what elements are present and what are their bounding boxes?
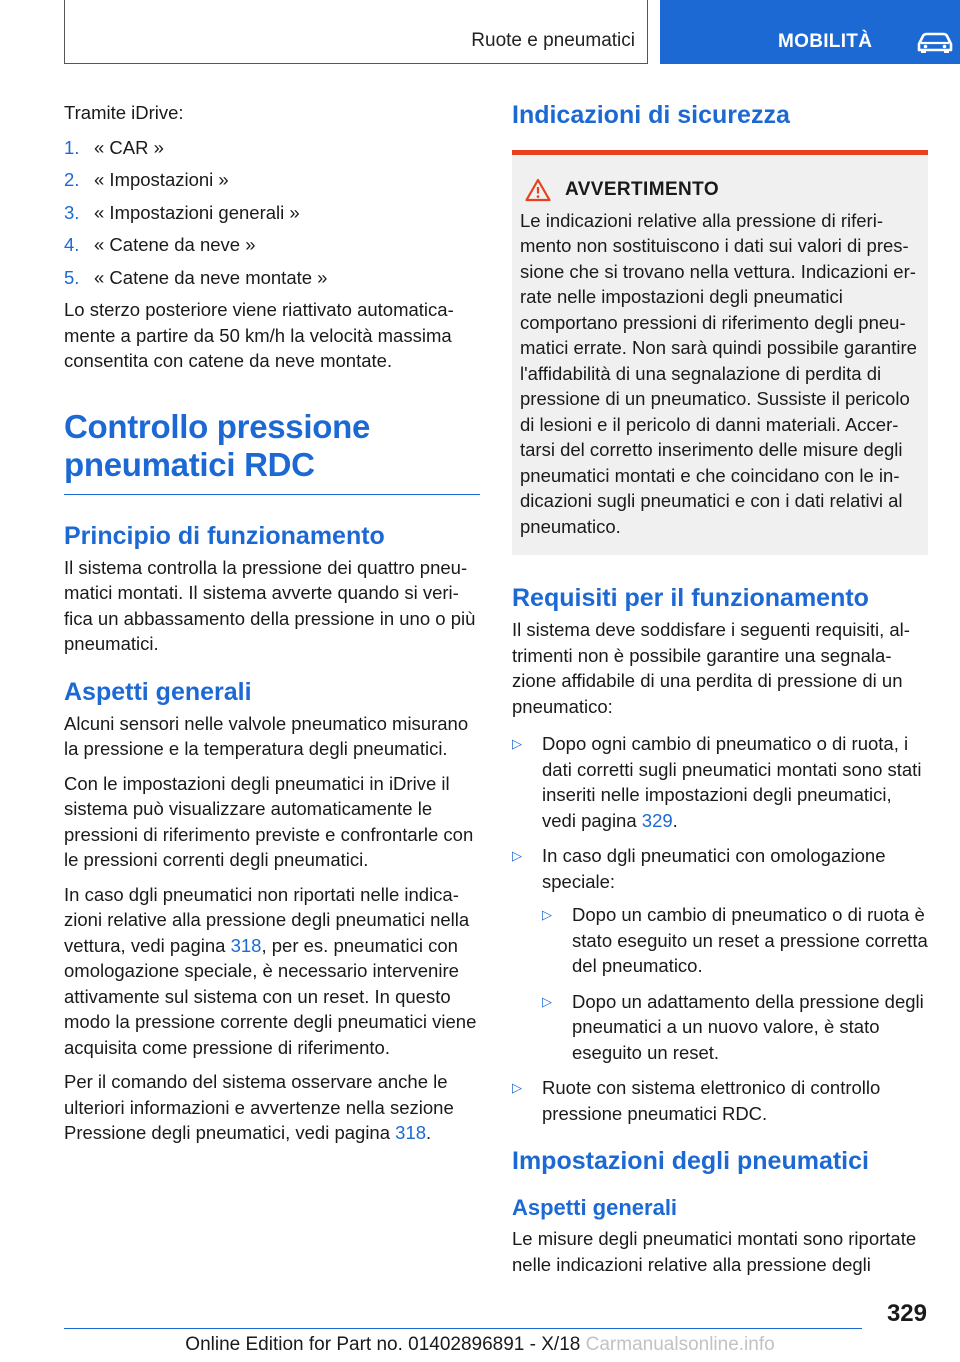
warning-triangle-icon (525, 178, 551, 202)
step-text: « Impostazioni generali » (94, 201, 300, 223)
bullet-triangle-icon: ▷ (542, 993, 552, 1009)
footer-edition: Online Edition for Part no. 01402896891 - X/18 (185, 1334, 581, 1355)
warning-box (512, 150, 928, 555)
step-number: 5. (64, 266, 80, 288)
step-number: 1. (64, 136, 80, 158)
settings-text: Le misure degli pneumatici montati sono riportate nelle indicazioni relative alla pressione degli (512, 1228, 917, 1275)
general-paragraph-4-text-end: . (426, 1122, 432, 1143)
header-section-title: Ruote e pneumatici (471, 30, 635, 51)
heading-divider (64, 494, 480, 495)
settings-subheading: Aspetti generali (512, 1195, 678, 1220)
general-paragraph-3 (64, 882, 480, 1061)
page-number: 329 (886, 1300, 927, 1327)
general-paragraph-1: Alcuni sensori nelle valvole pneumatico misurano la pressione e la temperatura degli pneumatici. (64, 712, 469, 759)
step-number: 2. (64, 169, 80, 190)
page-link-318[interactable]: 318 (230, 934, 262, 956)
warning-text: Le indicazioni relative alla pressione di riferimento non sostituiscono i dati sui valori di pressione che si trovano nella vettura. Indicazioni errate nelle impostazioni degli pneumatici comportano pressioni di riferimento degli pneumatici errate. Non sarà quindi possibile garantire l'affidabilità di una segnalazione di perdita di pressione di un pneumatico. Sussiste il pericolo di lesioni e il pericolo di danni materiali. Accertarsi del corretto inserimento delle misure degli pneumatici montati e che coincidano con le indicazioni sugli pneumatici e con i dati relativi al pneumatico. (520, 209, 917, 537)
requirements-list (512, 731, 928, 1126)
requirement-subtext: Dopo un adattamento della pressione degli pneumatici a un nuovo valore, è stato eseguito un reset. (572, 990, 924, 1063)
footer-watermark: Carmanualsonline.info (585, 1334, 775, 1355)
chapter-heading: Controllo pressione pneumatici RDC (64, 407, 370, 483)
general-heading: Aspetti generali (64, 677, 252, 706)
step-text: « Impostazioni » (94, 169, 229, 190)
requirements-sublist (542, 902, 928, 1065)
step-text: « Catene da neve montate » (94, 266, 328, 288)
step-item (64, 135, 480, 161)
general-paragraph-3-text-end: , per es. pneumatici con omologazione speciale, è necessario intervenire attivamente sul sistema con un reset. In questo modo la pressione corrente degli pneumatici viene acquisita come pressione di riferimento. (64, 934, 477, 1058)
header-section-box (64, 0, 648, 64)
list-item (512, 731, 928, 833)
step-number: 3. (64, 201, 80, 223)
list-item (512, 843, 928, 1065)
step-number: 4. (64, 234, 80, 255)
requirements-intro: Il sistema deve soddisfare i seguenti requisiti, altrimenti non è possibile garantire una segnalazione affidabile di una perdita di pressione di un pneumatico: (512, 619, 910, 717)
requirement-text: Dopo ogni cambio di pneumatico o di ruota, i dati corretti sugli pneumatici montati sono stati inseriti nelle impostazioni degli pneumatici, vedi pagina (542, 733, 922, 831)
warning-header (520, 177, 920, 203)
footer (0, 1334, 960, 1356)
general-paragraph-4-text: Per il comando del sistema osservare anche le ulteriori informazioni e avvertenze nella sezione Pressione degli pneumatici, vedi pagina (64, 1071, 454, 1143)
idrive-steps (64, 135, 480, 291)
list-item (542, 989, 928, 1066)
list-item (542, 902, 928, 979)
general-paragraph-2: Con le impostazioni degli pneumatici in iDrive il sistema può visualizzare automaticamente le pressioni di riferimento previste e confrontarle con le pressioni correnti degli pneumatici. (64, 772, 474, 870)
page-link-329[interactable]: 329 (641, 809, 673, 831)
footer-divider (64, 1328, 862, 1329)
right-column (512, 100, 928, 1286)
step-item (64, 167, 480, 193)
header-chapter-tab[interactable] (660, 0, 960, 64)
bullet-triangle-icon: ▷ (542, 907, 552, 922)
principle-heading: Principio di funzionamento (64, 521, 385, 550)
warning-title: AVVERTIMENTO (565, 179, 719, 200)
car-icon (915, 30, 955, 54)
left-column (64, 100, 480, 1155)
requirement-subtext: Dopo un cambio di pneumatico o di ruota è stato eseguito un reset a pressione corretta del pneumatico. (572, 904, 928, 976)
bullet-triangle-icon: ▷ (512, 848, 522, 863)
general-paragraph-4 (64, 1069, 480, 1146)
list-item (512, 1075, 928, 1126)
general-paragraph-3-text: In caso dgli pneumatici non riportati nelle indicazioni relative alla pressione degli pneumatici nella vettura, vedi pagina (64, 883, 470, 956)
idrive-intro: Tramite iDrive: (64, 102, 184, 123)
step-item (64, 200, 480, 226)
bullet-triangle-icon: ▷ (512, 736, 522, 751)
bullet-triangle-icon: ▷ (512, 1080, 522, 1095)
step-item (64, 265, 480, 291)
step-text: « Catene da neve » (94, 234, 256, 255)
header-chapter-label: MOBILITÀ (778, 31, 873, 52)
page-link-318[interactable]: 318 (395, 1122, 427, 1143)
principle-text: Il sistema controlla la pressione dei quattro pneumatici montati. Il sistema avverte quando si verifica un abbassamento della pressione in uno o più pneumatici. (64, 556, 476, 654)
settings-heading: Impostazioni degli pneumatici (512, 1147, 869, 1175)
steps-after-text: Lo sterzo posteriore viene riattivato automaticamente a partire da 50 km/h la velocità massima consentita con catene da neve montate. (64, 299, 454, 371)
step-text: « CAR » (94, 136, 164, 158)
safety-heading: Indicazioni di sicurezza (512, 101, 790, 129)
requirement-text-end: . (672, 809, 678, 831)
requirement-text: Ruote con sistema elettronico di controllo pressione pneumatici RDC. (542, 1077, 881, 1124)
requirement-text: In caso dgli pneumatici con omologazione speciale: (542, 845, 886, 892)
step-item (64, 232, 480, 258)
requirements-heading: Requisiti per il funzionamento (512, 584, 869, 612)
